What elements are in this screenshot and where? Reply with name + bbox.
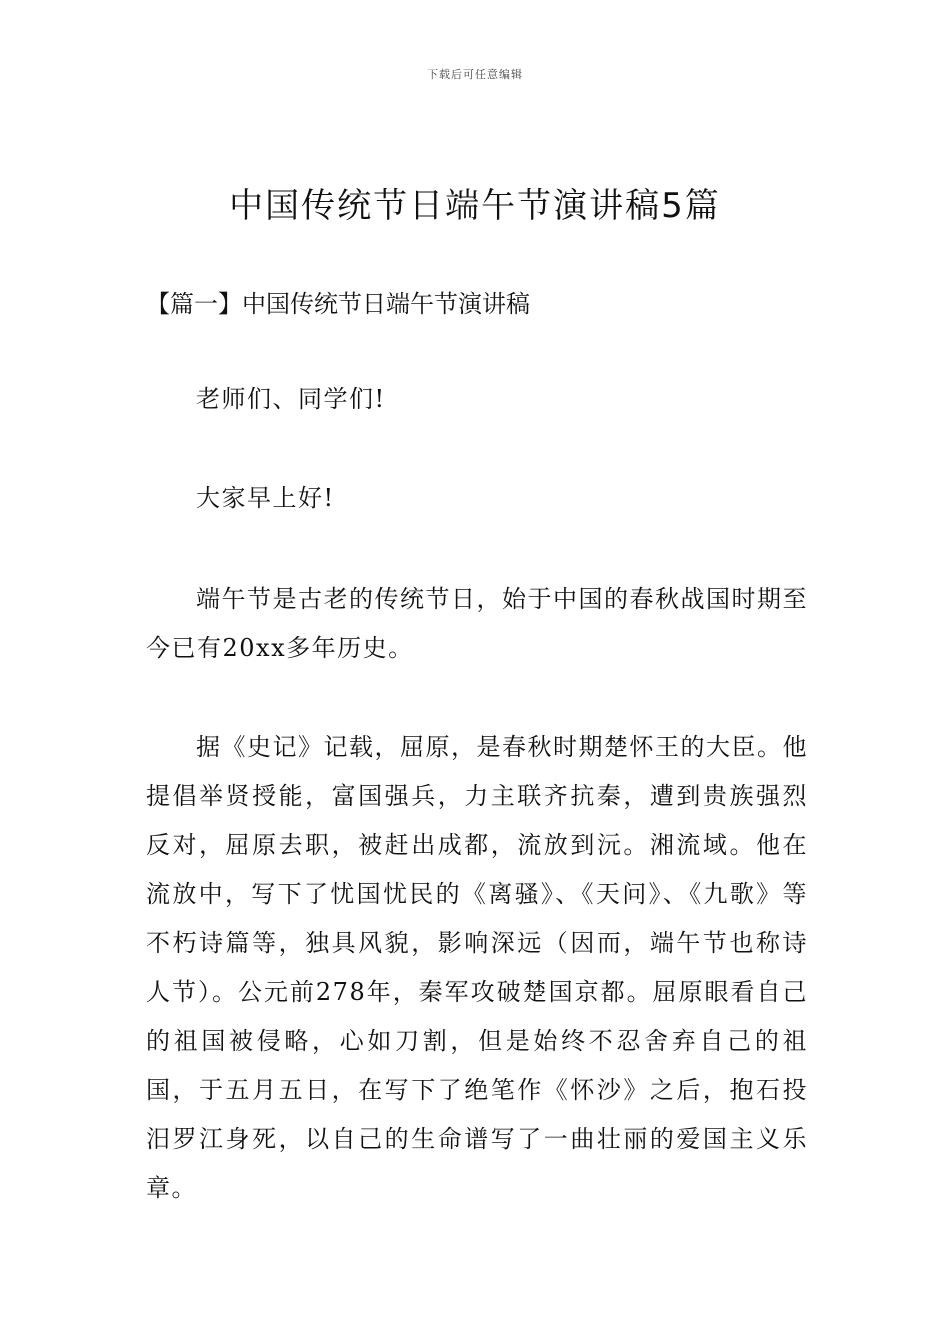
- paragraph-intro: 端午节是古老的传统节日，始于中国的春秋战国时期至今已有20xx多年历史。: [146, 585, 808, 662]
- paragraph-greeting: 老师们、同学们!: [196, 385, 386, 413]
- section-heading: 【篇一】中国传统节日端午节演讲稿: [146, 290, 530, 318]
- document-title: 中国传统节日端午节演讲稿5篇: [229, 186, 721, 226]
- page-header-note: 下载后可任意编辑: [427, 68, 523, 81]
- paragraph-morning: 大家早上好!: [196, 484, 335, 512]
- paragraph-history: 据《史记》记载，屈原，是春秋时期楚怀王的大臣。他提倡举贤授能，富国强兵，力主联齐抗秦，遭到贵族强烈反对，屈原去职，被赶出成都，流放到沅。湘流域。他在流放中，写下了忧国忧民的《离骚》、《天问》、《九歌》等不朽诗篇等，独具风貌，影响深远（因而，端午节也称诗人节）。公元前278年，秦军攻破楚国京都。屈原眼看自己的祖国被侵略，心如刀割，但是始终不忍舍弃自己的祖国，于五月五日，在写下了绝笔作《怀沙》之后，抱石投汨罗江身死，以自己的生命谱写了一曲壮丽的爱国主义乐章。: [146, 733, 808, 1202]
